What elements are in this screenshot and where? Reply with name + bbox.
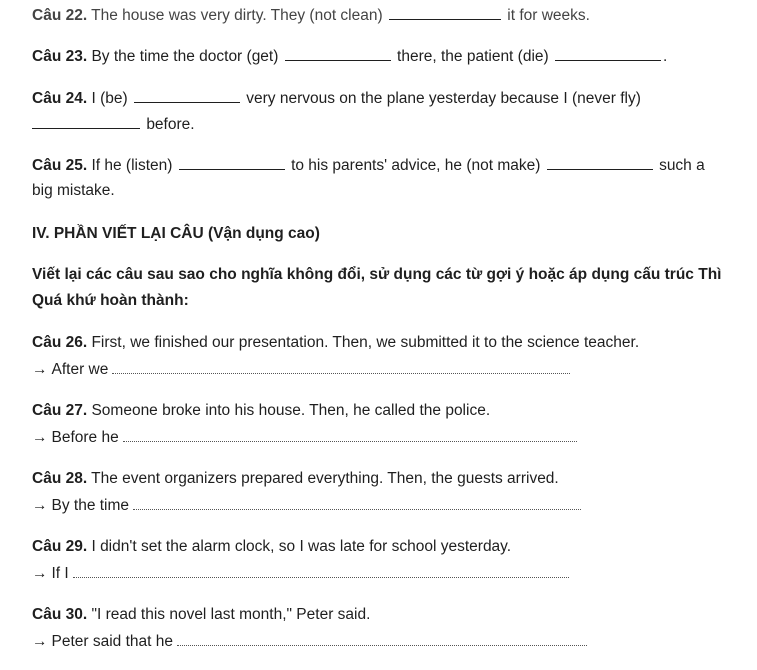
answer-prompt: Peter said that he [51,633,173,650]
answer-blank[interactable] [134,88,240,103]
answer-prompt: By the time [51,497,130,514]
question-23 [32,46,737,67]
question-number: Câu 24. [32,90,88,107]
question-28-answer [32,495,737,516]
question-28 [32,469,737,489]
question-number: Câu 22. [32,7,88,24]
answer-line[interactable] [123,427,577,442]
answer-line[interactable] [73,563,569,578]
question-number: Câu 25. [32,157,88,174]
question-text: I didn't set the alarm clock, so I was late for school yesterday. [91,538,512,555]
question-number: Câu 29. [32,538,88,555]
question-number: Câu 27. [32,402,88,419]
question-25-cont [32,181,737,201]
question-22 [32,5,737,26]
question-27-answer [32,427,737,448]
question-27 [32,401,737,421]
question-text: very nervous on the plane yesterday because I (never fly) [246,90,641,107]
question-number: Câu 30. [32,606,88,623]
answer-prompt: Before he [51,429,119,446]
question-number: Câu 26. [32,334,88,351]
question-text: "I read this novel last month," Peter said. [91,606,371,623]
question-24-cont [32,114,737,135]
answer-prompt: After we [51,361,109,378]
arrow-icon: → [32,361,48,378]
question-text: I (be) [91,90,128,107]
question-text: If he (listen) [91,157,173,174]
question-text: First, we finished our presentation. Then, we submitted it to the science teacher. [91,334,640,351]
section-instruction: Viết lại các câu sau sao cho nghĩa không đổi, sử dụng các từ gợi ý hoặc áp dụng cấu trúc Thì [32,266,722,283]
arrow-icon: → [32,565,48,582]
answer-line[interactable] [177,631,587,646]
question-text: big mistake. [32,182,115,199]
answer-blank[interactable] [389,5,501,20]
arrow-icon: → [32,497,48,514]
question-number: Câu 23. [32,48,88,65]
answer-blank[interactable] [547,155,653,170]
question-29 [32,537,737,557]
question-text: before. [146,116,195,133]
question-end: . [663,48,668,65]
question-text: Someone broke into his house. Then, he called the police. [91,402,491,419]
section-title: IV. PHẦN VIẾT LẠI CÂU (Vận dụng cao) [32,225,320,242]
question-25 [32,155,737,176]
question-text: The house was very dirty. They (not clean) [91,7,383,24]
question-text: By the time the doctor (get) [91,48,279,65]
question-30 [32,605,737,625]
question-text-after: it for weeks. [507,7,590,24]
question-26-answer [32,359,737,380]
answer-prompt: If I [51,565,69,582]
question-24 [32,88,737,109]
arrow-icon: → [32,429,48,446]
answer-blank[interactable] [285,46,391,61]
answer-line[interactable] [112,359,570,374]
section-instruction-cont: Quá khứ hoàn thành: [32,292,189,309]
answer-blank[interactable] [179,155,285,170]
question-30-answer [32,631,737,652]
question-26 [32,333,737,353]
question-29-answer [32,563,737,584]
question-text: such a [659,157,705,174]
answer-blank[interactable] [555,46,661,61]
question-text: to his parents' advice, he (not make) [291,157,541,174]
answer-line[interactable] [133,495,581,510]
question-number: Câu 28. [32,470,88,487]
question-text: The event organizers prepared everything. Then, the guests arrived. [91,470,559,487]
answer-blank[interactable] [32,114,140,129]
question-text: there, the patient (die) [397,48,549,65]
arrow-icon: → [32,633,48,650]
